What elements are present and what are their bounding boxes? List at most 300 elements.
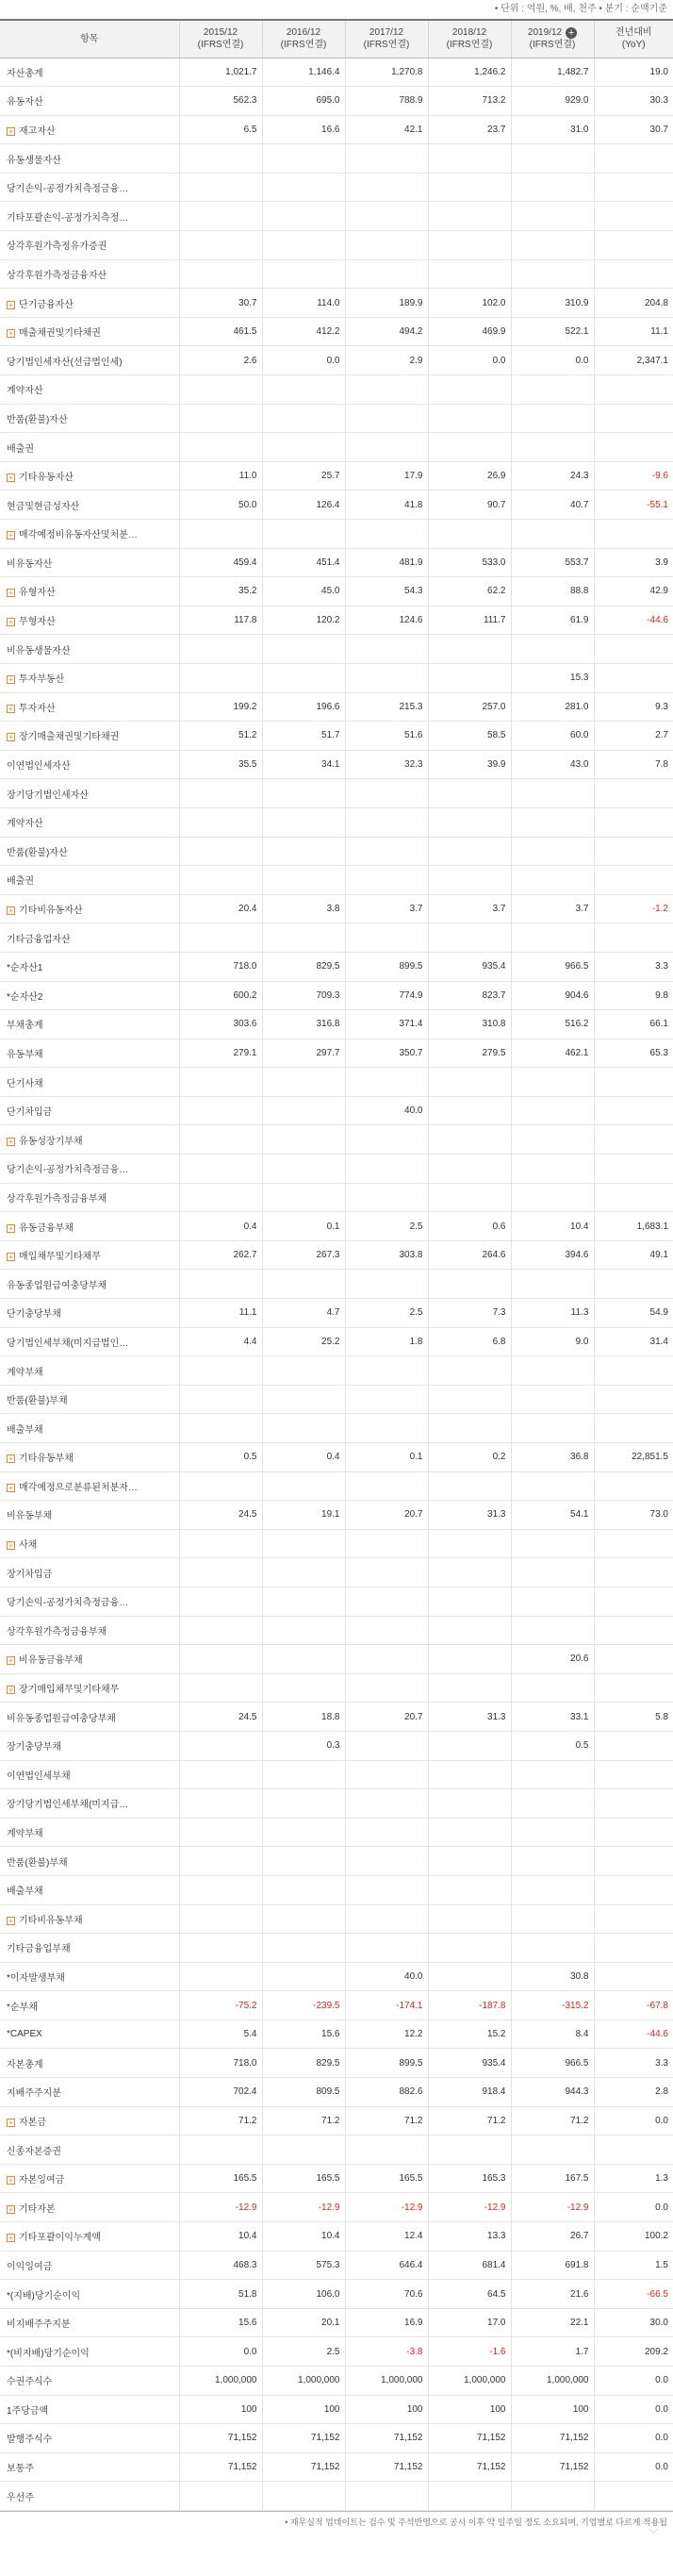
row-label[interactable] (0, 606, 179, 635)
yoy-cell: 204.8 (594, 289, 673, 318)
value-cell (428, 1731, 511, 1760)
value-cell: 215.3 (345, 692, 428, 722)
yoy-cell: 65.3 (594, 1039, 673, 1068)
yoy-cell: 1,683.1 (594, 1212, 673, 1241)
value-cell (511, 1125, 594, 1155)
yoy-cell: 0.0 (594, 2424, 673, 2453)
value-cell (262, 144, 345, 174)
value-cell: 32.3 (345, 750, 428, 779)
expand-plus-icon[interactable]: + (7, 301, 15, 309)
value-cell (345, 1673, 428, 1703)
value-cell (428, 1875, 511, 1904)
row-label-text: 당기법인세부채(미지급법인… (7, 1338, 129, 1349)
value-cell: 51.7 (262, 722, 345, 751)
row-label[interactable] (0, 2222, 179, 2252)
value-cell: 165.5 (345, 2164, 428, 2193)
value-cell: 0.1 (345, 1443, 428, 1472)
row-label-text: 자본총계 (7, 2059, 43, 2070)
row-label[interactable] (0, 461, 179, 490)
value-cell: 3.7 (511, 894, 594, 923)
row-label-text: 신종자본증권 (7, 2146, 61, 2157)
table-row (0, 1270, 673, 1299)
expand-plus-icon[interactable]: + (7, 618, 15, 626)
value-cell (511, 1934, 594, 1963)
row-label-text: 기타금융업자산 (7, 934, 71, 945)
value-cell: 1,000,000 (179, 2367, 262, 2396)
row-label[interactable] (0, 692, 179, 722)
value-cell: 45.0 (262, 577, 345, 607)
table-row (0, 722, 673, 751)
value-cell (428, 866, 511, 895)
value-cell (428, 1616, 511, 1645)
row-label-text: 당기손익-공정가치측정금융… (7, 184, 129, 195)
value-cell (345, 1414, 428, 1443)
row-label[interactable] (0, 2106, 179, 2136)
row-label-text: 당기법인세자산(선급법인세) (7, 357, 123, 368)
chevron-down-icon[interactable]: ﹀ (648, 2529, 658, 2540)
row-label-text: 계약자산 (7, 386, 43, 397)
value-cell: 51.6 (345, 722, 428, 751)
balance-sheet-table (0, 19, 673, 2511)
row-label (0, 2482, 179, 2511)
yoy-cell (594, 2482, 673, 2511)
row-label[interactable] (0, 1904, 179, 1934)
yoy-cell: 0.0 (594, 2452, 673, 2482)
value-cell (262, 807, 345, 837)
expand-plus-icon[interactable]: + (7, 1484, 15, 1492)
row-label (0, 1039, 179, 1068)
value-cell (428, 1645, 511, 1674)
value-cell (511, 1414, 594, 1443)
yoy-cell (594, 1270, 673, 1299)
value-cell: 71,152 (428, 2424, 511, 2453)
table-row (0, 2251, 673, 2280)
value-cell (345, 1760, 428, 1789)
yoy-cell (594, 433, 673, 462)
yoy-cell: 3.3 (594, 952, 673, 981)
yoy-cell: 42.9 (594, 577, 673, 607)
value-cell: 459.4 (179, 548, 262, 577)
value-cell (179, 1760, 262, 1789)
yoy-cell: 11.1 (594, 317, 673, 346)
yoy-cell (594, 1096, 673, 1125)
value-cell (345, 2136, 428, 2165)
row-label-text: 기타자본 (19, 2203, 56, 2215)
row-label[interactable] (0, 577, 179, 607)
value-cell: 709.3 (262, 981, 345, 1010)
row-label (0, 548, 179, 577)
value-cell: 20.7 (345, 1703, 428, 1732)
yoy-cell (594, 1414, 673, 1443)
row-label (0, 1789, 179, 1819)
value-cell (511, 144, 594, 174)
value-cell (179, 1616, 262, 1645)
expand-plus-icon[interactable]: + (7, 675, 15, 684)
yoy-cell (594, 1847, 673, 1876)
row-label (0, 1299, 179, 1328)
table-row (0, 231, 673, 260)
yoy-cell: 2,347.1 (594, 346, 673, 375)
value-cell: 100 (179, 2395, 262, 2424)
value-cell (428, 259, 511, 289)
value-cell (345, 1818, 428, 1847)
table-row (0, 144, 673, 174)
value-cell (428, 375, 511, 405)
row-label[interactable] (0, 1471, 179, 1501)
value-cell (179, 1125, 262, 1155)
value-cell (511, 1068, 594, 1097)
value-cell: 935.4 (428, 952, 511, 981)
row-label (0, 2251, 179, 2280)
row-label-text: 상각후원가측정금융자산 (7, 270, 107, 281)
value-cell: 16.9 (345, 2308, 428, 2337)
table-row (0, 520, 673, 549)
row-label (0, 1068, 179, 1097)
row-label (0, 2367, 179, 2396)
yoy-cell: 66.1 (594, 1010, 673, 1039)
value-cell (262, 1558, 345, 1587)
table-row (0, 2424, 673, 2453)
row-label-text: 유동생물자산 (7, 155, 61, 166)
table-row (0, 1789, 673, 1819)
table-row (0, 2222, 673, 2252)
value-cell: 718.0 (179, 2049, 262, 2078)
value-cell (262, 1616, 345, 1645)
expand-plus-icon[interactable]: + (7, 2234, 15, 2242)
yoy-cell (594, 1904, 673, 1934)
value-cell: 310.8 (428, 1010, 511, 1039)
value-cell: 51.2 (179, 722, 262, 751)
value-cell (262, 1760, 345, 1789)
row-label (0, 202, 179, 231)
value-cell (345, 1789, 428, 1819)
value-cell: 30.7 (179, 289, 262, 318)
row-label-text: 반품(환불)자산 (7, 414, 68, 425)
yoy-cell: 2.8 (594, 2078, 673, 2107)
value-cell: 4.7 (262, 1299, 345, 1328)
yoy-cell (594, 1731, 673, 1760)
value-cell: 35.2 (179, 577, 262, 607)
row-label-text: 자본금 (19, 2117, 46, 2128)
value-cell: 61.9 (511, 606, 594, 635)
table-row (0, 2367, 673, 2396)
row-label-text: 기타비유동부채 (19, 1915, 83, 1926)
table-row (0, 1558, 673, 1587)
expand-plus-icon[interactable]: + (7, 733, 15, 741)
value-cell (511, 1673, 594, 1703)
value-cell (428, 1934, 511, 1963)
table-row (0, 2395, 673, 2424)
plus-circle-icon[interactable]: + (566, 27, 577, 39)
value-cell (345, 923, 428, 953)
value-cell (179, 1731, 262, 1760)
yoy-cell: 0.0 (594, 2193, 673, 2222)
row-label[interactable] (0, 2193, 179, 2222)
expand-plus-icon[interactable]: + (7, 1686, 15, 1694)
row-label-text: 사채 (19, 1540, 38, 1552)
value-cell: 100 (262, 2395, 345, 2424)
row-label[interactable] (0, 2164, 179, 2193)
yoy-cell (594, 1183, 673, 1212)
value-cell (262, 1934, 345, 1963)
value-cell: 516.2 (511, 1010, 594, 1039)
value-cell: 20.4 (179, 894, 262, 923)
row-label-text: 투자부동산 (19, 674, 65, 686)
row-label (0, 981, 179, 1010)
value-cell (428, 1096, 511, 1125)
value-cell (511, 807, 594, 837)
row-label[interactable] (0, 1240, 179, 1270)
value-cell: 882.6 (345, 2078, 428, 2107)
table-row (0, 202, 673, 231)
value-cell (179, 923, 262, 953)
row-label (0, 1847, 179, 1876)
row-label-text: 장기충당부채 (7, 1742, 61, 1753)
row-label (0, 837, 179, 866)
value-cell: 21.6 (511, 2280, 594, 2309)
table-row (0, 1587, 673, 1616)
value-cell: 522.1 (511, 317, 594, 346)
expand-plus-icon[interactable]: + (7, 531, 15, 540)
value-cell (179, 1068, 262, 1097)
value-cell (179, 1789, 262, 1819)
value-cell: 12.4 (345, 2222, 428, 2252)
value-cell: 0.0 (179, 2337, 262, 2367)
table-row (0, 750, 673, 779)
value-cell: 4.4 (179, 1327, 262, 1356)
row-label-text: 반품(환불)부채 (7, 1857, 68, 1869)
row-label[interactable] (0, 663, 179, 692)
value-cell: 189.9 (345, 289, 428, 318)
value-cell: 9.0 (511, 1327, 594, 1356)
value-cell (345, 1471, 428, 1501)
row-label (0, 952, 179, 981)
value-cell: 918.4 (428, 2078, 511, 2107)
value-cell (345, 1270, 428, 1299)
yoy-cell: 9.3 (594, 692, 673, 722)
row-label-text: 배출권 (7, 443, 34, 455)
expand-plus-icon[interactable]: + (7, 1138, 15, 1146)
value-cell (511, 1818, 594, 1847)
value-cell (179, 173, 262, 202)
value-cell: 718.0 (179, 952, 262, 981)
expand-plus-icon[interactable]: + (7, 127, 15, 136)
row-label[interactable] (0, 115, 179, 144)
value-cell (262, 1068, 345, 1097)
value-cell: 774.9 (345, 981, 428, 1010)
yoy-cell: -44.6 (594, 2019, 673, 2049)
table-row (0, 2049, 673, 2078)
value-cell (345, 144, 428, 174)
value-cell: 257.0 (428, 692, 511, 722)
row-label-text: 계약자산 (7, 819, 43, 830)
value-cell (345, 1356, 428, 1386)
value-cell (262, 663, 345, 692)
row-label[interactable] (0, 1529, 179, 1558)
value-cell: 1,246.2 (428, 58, 511, 87)
row-label (0, 1991, 179, 2020)
table-row (0, 1991, 673, 2020)
row-label-text: 상각후원가측정유가증권 (7, 241, 107, 253)
yoy-cell (594, 1471, 673, 1501)
row-label[interactable] (0, 722, 179, 751)
row-label (0, 1096, 179, 1125)
value-cell: 54.1 (511, 1501, 594, 1530)
value-cell (179, 1096, 262, 1125)
table-row (0, 1501, 673, 1530)
yoy-cell (594, 1673, 673, 1703)
table-row (0, 837, 673, 866)
value-cell: 54.3 (345, 577, 428, 607)
footnote: • 재무실적 업데이트는 검수 및 주석반영으로 공시 이후 약 일주일 정도 소요되며, 기업별로 다르게 적용됩 (285, 2517, 667, 2527)
table-row (0, 461, 673, 490)
row-label-text: 유동종업원급여충당부채 (7, 1280, 107, 1291)
expand-plus-icon[interactable]: + (7, 1224, 15, 1233)
table-row (0, 894, 673, 923)
value-cell (428, 837, 511, 866)
value-cell: 904.6 (511, 981, 594, 1010)
value-cell (428, 923, 511, 953)
table-row (0, 1039, 673, 1068)
value-cell: 0.3 (262, 1731, 345, 1760)
row-label-text: 반품(환불)자산 (7, 847, 68, 858)
row-label[interactable] (0, 520, 179, 549)
value-cell (179, 866, 262, 895)
value-cell: 264.6 (428, 1240, 511, 1270)
expand-plus-icon[interactable]: + (7, 705, 15, 713)
expand-plus-icon[interactable]: + (7, 1656, 15, 1665)
row-label[interactable] (0, 1443, 179, 1472)
value-cell (345, 520, 428, 549)
value-cell (428, 807, 511, 837)
table-row (0, 1183, 673, 1212)
yoy-cell (594, 144, 673, 174)
expand-plus-icon[interactable]: + (7, 2119, 15, 2127)
yoy-cell: 1.3 (594, 2164, 673, 2193)
row-label (0, 750, 179, 779)
value-cell: 267.3 (262, 1240, 345, 1270)
value-cell (428, 1760, 511, 1789)
table-row (0, 1529, 673, 1558)
value-cell: 24.5 (179, 1501, 262, 1530)
expand-plus-icon[interactable]: + (7, 474, 15, 482)
row-label[interactable] (0, 317, 179, 346)
value-cell: 36.8 (511, 1443, 594, 1472)
value-cell (262, 202, 345, 231)
value-cell: 26.7 (511, 2222, 594, 2252)
row-label[interactable] (0, 1645, 179, 1674)
value-cell (345, 1875, 428, 1904)
value-cell (262, 1962, 345, 1991)
row-label-text: 지배주주지분 (7, 2088, 61, 2100)
row-label (0, 1183, 179, 1212)
row-label-text: 배출부채 (7, 1424, 43, 1436)
value-cell (511, 1587, 594, 1616)
table-row (0, 1760, 673, 1789)
table-row (0, 1673, 673, 1703)
value-cell (428, 1471, 511, 1501)
yoy-cell (594, 866, 673, 895)
row-label[interactable] (0, 289, 179, 318)
value-cell: 90.7 (428, 490, 511, 520)
value-cell (179, 1673, 262, 1703)
yoy-cell: 5.8 (594, 1703, 673, 1732)
value-cell: 461.5 (179, 317, 262, 346)
value-cell: 16.6 (262, 115, 345, 144)
value-cell (511, 779, 594, 808)
row-label[interactable] (0, 1125, 179, 1155)
value-cell: 18.8 (262, 1703, 345, 1732)
value-cell (179, 144, 262, 174)
row-label-text: 장기당기법인세부채(미지급… (7, 1800, 129, 1811)
row-label (0, 2049, 179, 2078)
expand-plus-icon[interactable]: + (7, 2205, 15, 2214)
yoy-cell (594, 1068, 673, 1097)
row-label-text: 비유동금융부채 (19, 1655, 83, 1667)
expand-plus-icon[interactable]: + (7, 1454, 15, 1463)
value-cell: 100 (511, 2395, 594, 2424)
value-cell (262, 1096, 345, 1125)
value-cell (428, 202, 511, 231)
expand-plus-icon[interactable]: + (7, 1917, 15, 1925)
header-year-2015: 2015/12 (IFRS연결) (179, 20, 262, 58)
row-label[interactable] (0, 894, 179, 923)
value-cell: 0.0 (262, 346, 345, 375)
row-label-text: 단기사채 (7, 1078, 43, 1089)
expand-plus-icon[interactable]: + (7, 329, 15, 338)
value-cell (345, 635, 428, 664)
value-cell: 481.9 (345, 548, 428, 577)
value-cell (511, 404, 594, 433)
header-year-2016: 2016/12 (IFRS연결) (262, 20, 345, 58)
value-cell: 15.6 (262, 2019, 345, 2049)
row-label-text: 장기당기법인세자산 (7, 789, 89, 801)
yoy-cell (594, 520, 673, 549)
yoy-cell (594, 1760, 673, 1789)
row-label[interactable] (0, 1673, 179, 1703)
value-cell (262, 1414, 345, 1443)
table-row (0, 1962, 673, 1991)
row-label (0, 1385, 179, 1414)
table-row (0, 173, 673, 202)
expand-plus-icon[interactable]: + (7, 906, 15, 915)
row-label[interactable] (0, 1212, 179, 1241)
value-cell: 71.2 (179, 2106, 262, 2136)
value-cell: -239.5 (262, 1991, 345, 2020)
value-cell: 71,152 (511, 2424, 594, 2453)
value-cell (511, 1847, 594, 1876)
expand-plus-icon[interactable]: + (7, 1253, 15, 1261)
yoy-cell: 100.2 (594, 2222, 673, 2252)
row-label (0, 2308, 179, 2337)
yoy-cell (594, 663, 673, 692)
value-cell (511, 1558, 594, 1587)
value-cell: 51.8 (179, 2280, 262, 2309)
row-label-text: 기타포괄이익누계액 (19, 2233, 101, 2244)
expand-plus-icon[interactable]: + (7, 589, 15, 597)
row-label-text: 당기손익-공정가치측정금융… (7, 1165, 129, 1176)
value-cell: 11.0 (179, 461, 262, 490)
value-cell (345, 1587, 428, 1616)
yoy-cell (594, 1616, 673, 1645)
value-cell: 13.3 (428, 2222, 511, 2252)
value-cell: 3.8 (262, 894, 345, 923)
value-cell: 11.1 (179, 1299, 262, 1328)
yoy-cell (594, 375, 673, 405)
expand-plus-icon[interactable]: + (7, 1541, 15, 1550)
expand-plus-icon[interactable]: + (7, 2176, 15, 2185)
table-row (0, 2452, 673, 2482)
